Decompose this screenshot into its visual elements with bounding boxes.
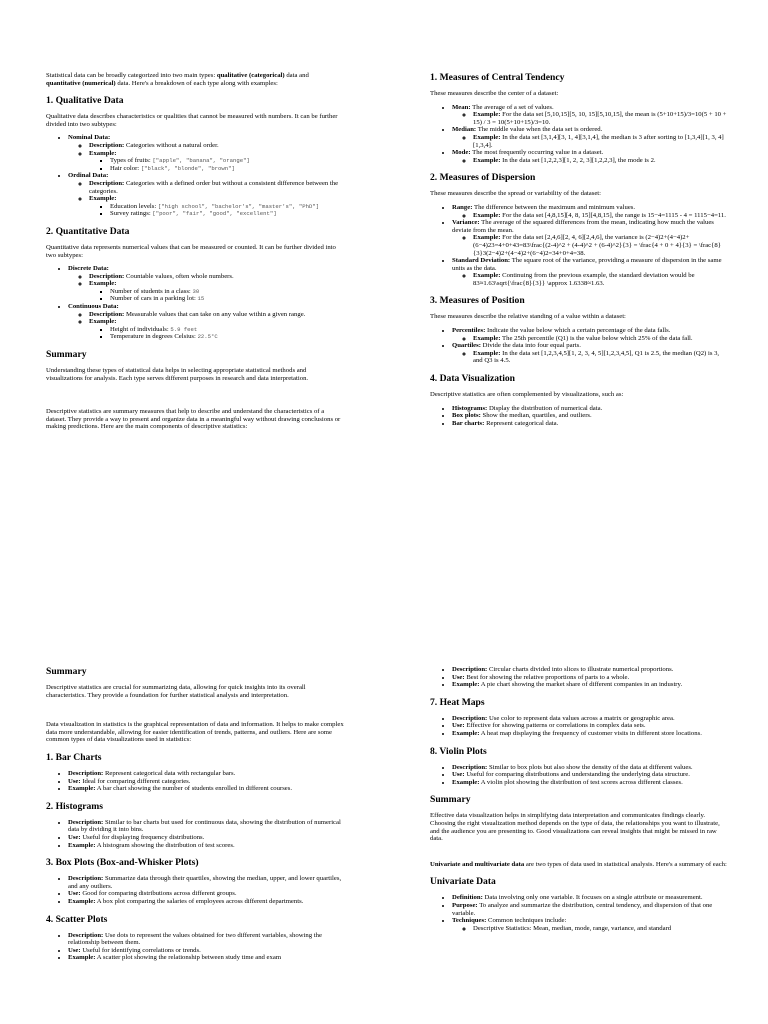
list-item: ◦ Example: In the data set [3,1,4][3, 1, 4][3,1,4], the median is 3 after sorting to [1,3,4][1, 3, 4][1,3,4]. — [473, 134, 728, 149]
list-item: • Nominal Data: ◦ Description: Categories without a natural order. ◦ Example: ▪ Types of fruits: ["apple", "banana", "orange"] ▪ Hair color: ["black", "blonde", "brown"] — [68, 134, 344, 172]
column-bottom-right — [430, 666, 728, 939]
visualization-heading: 4. Data Visualization — [430, 373, 516, 385]
visualization-intro: Data visualization in statistics is the graphical representation of data and information. It helps to make complex data more understandable, allowing for easier identification of trends, patterns, and outliers. Here are some common types of data visualizations used in statistics: — [46, 721, 344, 744]
list-item: • Description: Summarize data through their quartiles, showing the median, upper, and lower quartiles, and any outliers. — [68, 875, 344, 890]
list-item: ◦ Example: ▪ Number of students in a class: 30 ▪ Number of cars in a parking lot: 15 — [89, 280, 344, 303]
list-item: ◦ Example: In the data set [1,2,2,3][1, 2, 2, 3][1,2,2,3], the mode is 2. — [473, 157, 728, 165]
list-item: ◦ Example: For the data set [4,8,15][4, 8, 15][4,8,15], the range is 15−4=1115 - 4 = 1115−4=11. — [473, 212, 728, 220]
heat-maps-heading: 7. Heat Maps — [430, 696, 485, 708]
list-item: • Box plots: Show the median, quartiles, and outliers. — [452, 412, 728, 420]
position-heading: 3. Measures of Position — [430, 295, 525, 307]
summary-heading: Summary — [46, 666, 87, 677]
list-item: • Bar charts: Represent categorical data. — [452, 420, 728, 428]
list-item: ▪ Education levels: ["high school", "bachelor's", "master's", "PhD"] — [110, 203, 344, 211]
list-item: ◦ Description: Measurable values that can take on any value within a given range. — [89, 311, 344, 319]
list-item: • Example: A violin plot showing the distribution of test scores across different classes. — [452, 779, 728, 787]
qualitative-list — [46, 134, 344, 218]
list-item: • Use: Ideal for comparing different categories. — [68, 778, 344, 786]
list-item: ◦ Example: ▪ Types of fruits: ["apple", "banana", "orange"] ▪ Hair color: ["black", "blonde", "brown"] — [89, 150, 344, 173]
column-top-right — [430, 72, 728, 434]
list-item: • Quartiles: Divide the data into four equal parts. ◦ Example: In the data set [1,2,3,4,5][1, 2, 3, 4, 5][1,2,3,4,5], Q1 is 2.5, the median (Q2) is 3, and Q3 is 4.5. — [452, 342, 728, 365]
list-item: • Description: Circular charts divided into slices to illustrate numerical proportions. — [452, 666, 728, 674]
histograms-heading: 2. Histograms — [46, 800, 104, 812]
univariate-heading: Univariate Data — [430, 876, 496, 888]
list-item: • Purpose: To analyze and summarize the distribution, central tendency, and dispersion of that one variable. — [452, 902, 728, 917]
list-item: • Description: Similar to box plots but also show the density of the data at different values. — [452, 764, 728, 772]
central-tendency-desc: These measures describe the center of a dataset: — [430, 90, 559, 97]
list-item: • Example: A heat map displaying the frequency of customer visits in different store locations. — [452, 730, 728, 738]
column-bottom-left — [46, 666, 344, 969]
list-item: ◦ Example: ▪ Height of individuals: 5.9 feet ▪ Temperature in degrees Celsius: 22.5°C — [89, 318, 344, 341]
list-item: ◦ Descriptive Statistics: Mean, median, mode, range, variance, and standard — [473, 925, 728, 933]
list-item: • Use: Useful for comparing distributions and understanding the underlying data structure. — [452, 771, 728, 779]
summary-text: Descriptive statistics are crucial for summarizing data, allowing for quick insights into its overall characteristics. They provide a foundation for further statistical analysis and interpretation. — [46, 684, 306, 699]
univariate-intro: Univariate and multivariate data are two types of data used in statistical analysis. Here's a summary of each: — [430, 860, 727, 868]
visualization-desc: Descriptive statistics are often complemented by visualizations, such as: — [430, 391, 624, 399]
column-top-left — [46, 72, 344, 437]
list-item: ▪ Number of cars in a parking lot: 15 — [110, 295, 344, 303]
list-item: • Use: Useful for identifying correlations or trends. — [68, 947, 344, 955]
list-item: • Example: A histogram showing the distribution of test scores. — [68, 842, 344, 850]
list-item: ▪ Types of fruits: ["apple", "banana", "orange"] — [110, 157, 344, 165]
list-item: • Use: Good for comparing distributions across different groups. — [68, 890, 344, 898]
list-item: • Range: The difference between the maximum and minimum values. ◦ Example: For the data set [4,8,15][4, 8, 15][4,8,15], the range is 15−4=1115 - 4 = 1115−4=11. — [452, 204, 728, 219]
list-item: • Description: Represent categorical data with rectangular bars. — [68, 770, 344, 778]
list-item: • Description: Similar to bar charts but used for continuous data, showing the distribution of numerical data by dividing it into bins. — [68, 819, 344, 834]
list-item: • Discrete Data: ◦ Description: Countable values, often whole numbers. ◦ Example: ▪ Number of students in a class: 30 ▪ Number of cars in a parking lot: 15 — [68, 265, 344, 303]
list-item: • Description: Use dots to represent the values obtained for two different variables, showing the relationship between them. — [68, 932, 344, 947]
quantitative-heading: 2. Quantitative Data — [46, 225, 130, 237]
list-item: • Percentiles: Indicate the value below which a certain percentage of the data falls. ◦ Example: The 25th percentile (Q1) is the value below which 25% of the data fall. — [452, 327, 728, 342]
list-item: ▪ Survey ratings: ["poor", "fair", "good", "excellent"] — [110, 210, 344, 218]
summary-heading: Summary — [430, 794, 471, 806]
dispersion-heading: 2. Measures of Dispersion — [430, 172, 536, 184]
list-item: • Techniques: Common techniques include: ◦ Descriptive Statistics: Mean, median, mode, range, variance, and standard — [452, 917, 728, 932]
list-item: • Example: A bar chart showing the number of students enrolled in different courses. — [68, 785, 344, 793]
summary-text: Understanding these types of statistical data helps in selecting appropriate statistical methods and visualizations for analysis. Each type serves different purposes in research and data interpretation. — [46, 367, 309, 382]
list-item: • Example: A scatter plot showing the relationship between study time and exam — [68, 954, 344, 962]
box-plots-heading: 3. Box Plots (Box-and-Whisker Plots) — [46, 857, 199, 869]
list-item: • Mean: The average of a set of values. ◦ Example: For the data set [5,10,15][5, 10, 15][5,10,15], the mean is (5+10+15)/3=10(5 + 10 + 15) / 3 = 10(5+10+15)/3=10. — [452, 104, 728, 127]
position-desc: These measures describe the relative standing of a value within a dataset: — [430, 313, 626, 321]
data-types-intro: Statistical data can be broadly categorized into two main types: qualitative (categorical) data and quantitative (numerical) data. Here's a breakdown of each type along with examples: — [46, 72, 309, 87]
quantitative-list — [46, 265, 344, 341]
list-item: • Use: Best for showing the relative proportions of parts to a whole. — [452, 674, 728, 682]
qualitative-desc: Qualitative data describes characteristics or qualities that cannot be measured with numbers. It can be further divided into two subtypes: — [46, 113, 338, 128]
qualitative-heading: 1. Qualitative Data — [46, 95, 124, 107]
list-item: • Description: Use color to represent data values across a matrix or geographic area. — [452, 715, 728, 723]
list-item: • Variance: The average of the squared differences from the mean, indicating how much the values deviate from the mean. ◦ Example: For the data set [2,4,6][2, 4, 6][2,4,6], the variance is (2−4)2+(4−4)2+(6−4)23=4+0+43=83\frac{(2-4)^2 + (4-4)^2 + (6-4)^2}{3} = \frac{4 + 0 + 4}{3} = \frac{8}{3}3(2−4)2+(4−4)2+(6−4)2=34+0+4=38. — [452, 219, 728, 257]
scatter-plots-heading: 4. Scatter Plots — [46, 913, 108, 925]
list-item: • Mode: The most frequently occurring value in a dataset. ◦ Example: In the data set [1,2,2,3][1, 2, 2, 3][1,2,2,3], the mode is 2. — [452, 149, 728, 164]
list-item: ▪ Height of individuals: 5.9 feet — [110, 326, 344, 334]
quantitative-desc: Quantitative data represents numerical values that can be measured or counted. It can be further divided into two subtypes: — [46, 243, 336, 259]
list-item: ◦ Example: For the data set [5,10,15][5, 10, 15][5,10,15], the mean is (5+10+15)/3=10(5 + 10 + 15) / 3 = 10(5+10+15)/3=10. — [473, 111, 728, 126]
descriptive-intro: Descriptive statistics are summary measures that help to describe and understand the characteristics of a dataset. They provide a way to present and organize data in a meaningful way without drawing conclusions or making predictions. Here are the main components of descriptive statistics: — [46, 408, 341, 431]
list-item: • Continuous Data: ◦ Description: Measurable values that can take on any value within a given range. ◦ Example: ▪ Height of individuals: 5.9 feet ▪ Temperature in degrees Celsius: 22.5°C — [68, 303, 344, 341]
list-item: • Median: The middle value when the data set is ordered. ◦ Example: In the data set [3,1,4][3, 1, 4][3,1,4], the median is 3 after sorting to [1,3,4][1, 3, 4][1,3,4]. — [452, 126, 728, 149]
list-item: ▪ Hair color: ["black", "blonde", "brown"] — [110, 165, 344, 173]
list-item: ◦ Description: Categories with a defined order but without a consistent difference between the categories. — [89, 180, 344, 195]
list-item: ◦ Example: For the data set [2,4,6][2, 4, 6][2,4,6], the variance is (2−4)2+(4−4)2+(6−4)23=4+0+43=83\frac{(2-4)^2 + (4-4)^2 + (6-4)^2}{3} = \frac{4 + 0 + 4}{3} = \frac{8}{3}3(2−4)2+(4−4)2+(6−4)2=34+0+4=38. — [473, 234, 728, 257]
list-item: ◦ Description: Countable values, often whole numbers. — [89, 273, 344, 281]
list-item: ◦ Example: In the data set [1,2,3,4,5][1, 2, 3, 4, 5][1,2,3,4,5], Q1 is 2.5, the median (Q2) is 3, and Q3 is 4.5. — [473, 350, 728, 365]
list-item: • Ordinal Data: ◦ Description: Categories with a defined order but without a consistent difference between the categories. ◦ Example: ▪ Education levels: ["high school", "bachelor's", "master's", "PhD"] ▪ Survey ratings: ["poor", "fair", "good", "excellent"] — [68, 172, 344, 218]
list-item: • Use: Effective for showing patterns or correlations in complex data sets. — [452, 722, 728, 730]
summary-text: Effective data visualization helps in simplifying data interpretation and communicates findings clearly. Choosing the right visualization method depends on the type of data, the relationships you want to illustrate, and the audience you are presenting to. Good visualizations can reveal insights that might be missed in raw data. — [430, 812, 720, 843]
central-tendency-heading: 1. Measures of Central Tendency — [430, 72, 565, 83]
list-item: • Definition: Data involving only one variable. It focuses on a single attribute or measurement. — [452, 894, 728, 902]
list-item: ▪ Number of students in a class: 30 — [110, 288, 344, 296]
list-item: • Example: A box plot comparing the salaries of employees across different departments. — [68, 898, 344, 906]
list-item: • Use: Useful for displaying frequency distributions. — [68, 834, 344, 842]
bar-charts-heading: 1. Bar Charts — [46, 751, 102, 763]
list-item: • Standard Deviation: The square root of the variance, providing a measure of dispersion in the same units as the data. ◦ Example: Continuing from the previous example, the standard deviation would be 83≈1.63\sqrt{\frac{8}{3}} \approx 1.6338≈1.63. — [452, 257, 728, 287]
list-item: ▪ Temperature in degrees Celsius: 22.5°C — [110, 333, 344, 341]
dispersion-desc: These measures describe the spread or variability of the dataset: — [430, 190, 602, 198]
list-item: • Example: A pie chart showing the market share of different companies in an industry. — [452, 681, 728, 689]
list-item: ◦ Example: The 25th percentile (Q1) is the value below which 25% of the data fall. — [473, 335, 728, 343]
summary-heading: Summary — [46, 349, 87, 361]
list-item: ◦ Example: ▪ Education levels: ["high school", "bachelor's", "master's", "PhD"] ▪ Survey ratings: ["poor", "fair", "good", "excellent"] — [89, 195, 344, 218]
violin-plots-heading: 8. Violin Plots — [430, 745, 487, 757]
list-item: • Histograms: Display the distribution of numerical data. — [452, 405, 728, 413]
list-item: ◦ Example: Continuing from the previous example, the standard deviation would be 83≈1.63\sqrt{\frac{8}{3}} \approx 1.6338≈1.63. — [473, 272, 728, 287]
list-item: ◦ Description: Categories without a natural order. — [89, 142, 344, 150]
